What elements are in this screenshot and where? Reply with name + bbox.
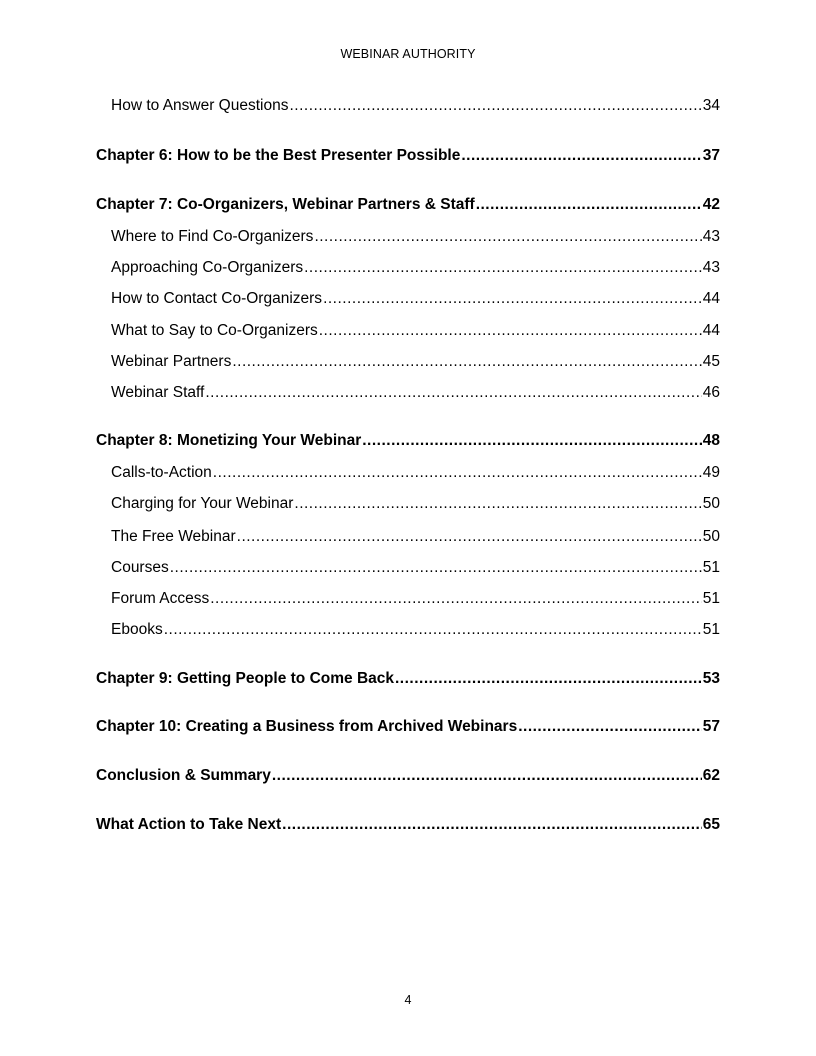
dot-leader [170,557,702,579]
toc-entry-title: What Action to Take Next [96,816,282,833]
toc-entry-page: 49 [702,464,720,481]
toc-entry-page: 50 [702,495,720,512]
toc-entry-title: Webinar Staff [111,384,205,401]
toc-entry-title: Where to Find Co-Organizers [111,228,314,245]
dot-leader [232,351,701,373]
toc-entry-title: The Free Webinar [111,528,236,545]
toc-entry-title: Approaching Co-Organizers [111,259,304,276]
toc-entry-page: 37 [702,147,720,164]
toc-chapter-entry[interactable] [96,145,720,167]
toc-entry-title: Chapter 6: How to be the Best Presenter Possible [96,147,461,164]
toc-entry[interactable] [111,351,720,373]
toc-entry-page: 51 [702,621,720,638]
toc-entry[interactable] [111,493,720,515]
dot-leader [314,226,701,248]
dot-leader [304,257,702,279]
dot-leader [282,814,702,836]
toc-entry[interactable] [111,382,720,404]
toc-entry[interactable] [111,526,720,548]
toc-entry-title: Chapter 7: Co-Organizers, Webinar Partners & Staff [96,196,475,213]
toc-entry-page: 44 [702,290,720,307]
dot-leader [237,526,702,548]
toc-entry-title: Courses [111,559,169,576]
toc-chapter-entry[interactable] [96,765,720,787]
dot-leader [210,588,702,610]
toc-entry-title: What to Say to Co-Organizers [111,322,318,339]
dot-leader [205,382,701,404]
toc-entry-title: Conclusion & Summary [96,767,271,784]
toc-entry-page: 42 [702,196,720,213]
dot-leader [518,716,702,738]
toc-entry[interactable] [111,557,720,579]
toc-entry-page: 48 [702,432,720,449]
toc-chapter-entry[interactable] [96,814,720,836]
toc-entry-title: Chapter 9: Getting People to Come Back [96,670,394,687]
toc-entry[interactable] [111,588,720,610]
dot-leader [461,145,701,167]
toc-entry-title: Webinar Partners [111,353,232,370]
toc-entry-page: 57 [702,718,720,735]
toc-entry[interactable] [111,257,720,279]
toc-entry-title: Charging for Your Webinar [111,495,294,512]
running-header: WEBINAR AUTHORITY [340,47,476,61]
toc-entry[interactable] [111,226,720,248]
dot-leader [319,320,702,342]
toc-chapter-entry[interactable] [96,668,720,690]
toc-entry-page: 62 [702,767,720,784]
toc-entry-page: 34 [702,97,720,114]
dot-leader [294,493,701,515]
toc-chapter-entry[interactable] [96,194,720,216]
toc-entry[interactable] [111,320,720,342]
dot-leader [289,95,701,117]
toc-entry-page: 43 [702,259,720,276]
toc-entry-page: 51 [702,590,720,607]
toc-entry-title: Chapter 8: Monetizing Your Webinar [96,432,362,449]
toc-entry-page: 53 [702,670,720,687]
page-number: 4 [404,993,412,1007]
dot-leader [213,462,702,484]
toc-chapter-entry[interactable] [96,716,720,738]
toc-entry[interactable] [111,462,720,484]
toc-chapter-entry[interactable] [96,430,720,452]
toc-entry-page: 43 [702,228,720,245]
toc-entry-title: How to Contact Co-Organizers [111,290,323,307]
dot-leader [272,765,702,787]
toc-entry-title: Calls-to-Action [111,464,212,481]
toc-entry-page: 44 [702,322,720,339]
toc-entry-title: Chapter 10: Creating a Business from Archived Webinars [96,718,518,735]
toc-entry-page: 65 [702,816,720,833]
toc-entry[interactable] [111,95,720,117]
toc-entry-page: 46 [702,384,720,401]
toc-entry-page: 45 [702,353,720,370]
toc-entry-title: Forum Access [111,590,210,607]
dot-leader [164,619,702,641]
toc-entry[interactable] [111,619,720,641]
dot-leader [323,288,702,310]
dot-leader [395,668,702,690]
toc-entry-title: How to Answer Questions [111,97,289,114]
toc-entry-page: 50 [702,528,720,545]
dot-leader [476,194,702,216]
toc-entry-page: 51 [702,559,720,576]
dot-leader [362,430,702,452]
toc-entry[interactable] [111,288,720,310]
toc-entry-title: Ebooks [111,621,163,638]
